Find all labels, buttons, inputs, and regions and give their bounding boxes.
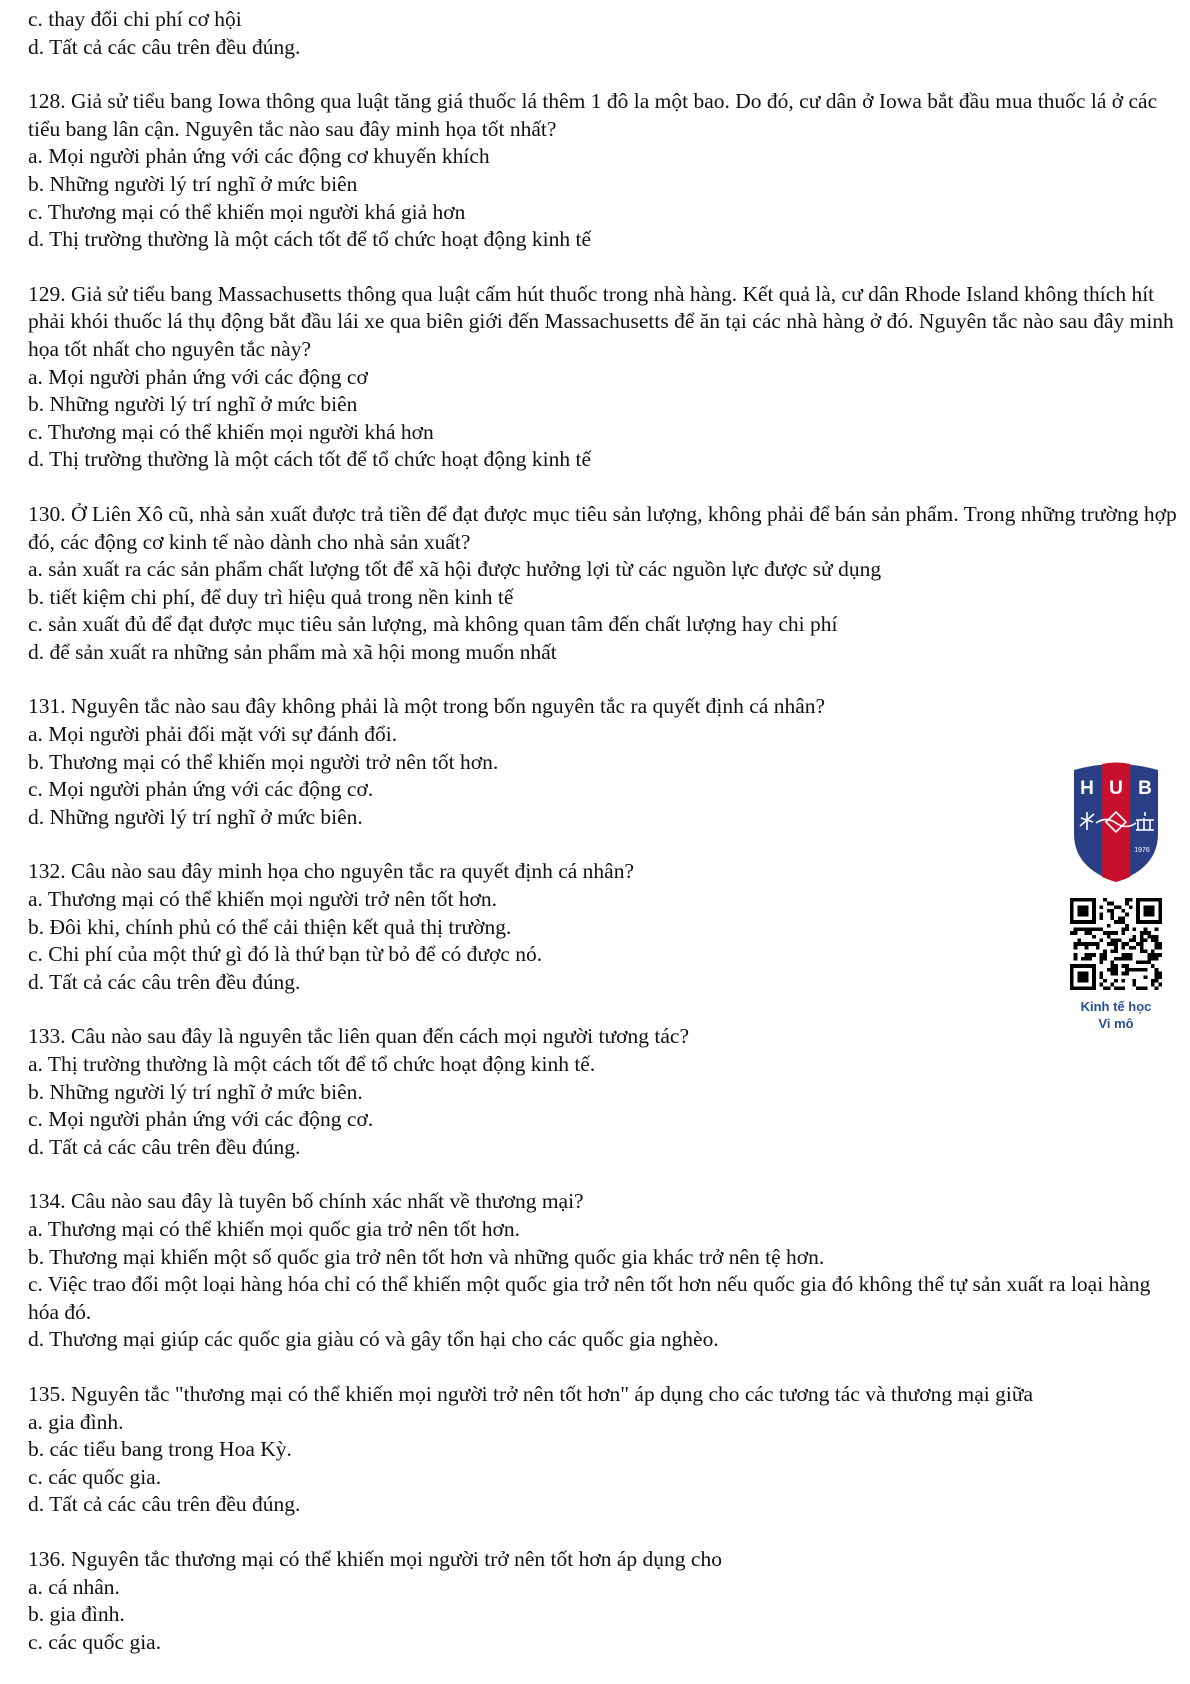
answer-option: c. sản xuất đủ để đạt được mục tiêu sản lượng, mà không quan tâm đến chất lượng hay chi phí [28,612,838,637]
question-block [28,501,1178,667]
answer-option: d. Những người lý trí nghĩ ở mức biên. [28,804,363,829]
answer-option: a. sản xuất ra các sản phẩm chất lượng tốt để xã hội được hưởng lợi từ các nguồn lực được sử dụng [28,557,882,582]
answer-option: c. Thương mại có thể khiến mọi người khá giả hơn [28,199,466,224]
answer-option: b. Đôi khi, chính phủ có thể cải thiện kết quả thị trường. [28,914,512,939]
answer-option: d. Thị trường thường là một cách tốt để tổ chức hoạt động kinh tế [28,227,592,252]
logo-year: 1976 [1134,847,1150,854]
answer-option: a. Thương mại có thể khiến mọi người trở nên tốt hơn. [28,887,498,912]
question-text: 135. Nguyên tắc "thương mại có thể khiến mọi người trở nên tốt hơn" áp dụng cho các tương tác và thương mại giữa [28,1381,1034,1406]
logo-letter-u: U [1109,778,1123,799]
answer-option: b. các tiểu bang trong Hoa Kỳ. [28,1437,292,1462]
answer-option: a. Thị trường thường là một cách tốt để tổ chức hoạt động kinh tế. [28,1052,596,1076]
answer-option: a. cá nhân. [28,1574,120,1599]
question-text: 132. Câu nào sau đây minh họa cho nguyên tắc ra quyết định cá nhân? [28,859,634,884]
answer-option: b. Những người lý trí nghĩ ở mức biên [28,392,358,417]
answer-option: c. các quốc gia. [28,1464,162,1489]
question-block [28,88,1178,254]
answer-option: a. Mọi người phản ứng với các động cơ [28,364,368,389]
logo-letter-b: B [1138,778,1152,799]
answer-option: d. Tất cả các câu trên đều đúng. [28,1492,301,1517]
answer-option: a. gia đình. [28,1409,124,1434]
question-block [28,281,1178,474]
question-block [28,693,1178,831]
question-text: 136. Nguyên tắc thương mại có thể khiến mọi người trở nên tốt hơn áp dụng cho [28,1546,722,1571]
logo-caption [1068,998,1164,1032]
question-text: 129. Giả sử tiểu bang Massachusetts thông qua luật cấm hút thuốc trong nhà hàng. Kết quả là, cư dân Rhode Island không thích hít phải khói thuốc lá thụ động bắt đầu lái xe qua biên giới đến Massachusetts để ăn tại các nhà hàng ở đó. Nguyên tắc nào sau đây minh họa tốt nhất cho nguyên tắc này? [28,281,1174,361]
question-text: 130. Ở Liên Xô cũ, nhà sản xuất được trả tiền để đạt được mục tiêu sản lượng, không phải để bán sản phẩm. Trong những trường hợp đó, các động cơ kinh tế nào dành cho nhà sản xuất? [28,501,1177,554]
answer-option: c. Chi phí của một thứ gì đó là thứ bạn từ bỏ để có được nó. [28,942,543,967]
question-text: 134. Câu nào sau đây là tuyên bố chính xác nhất về thương mại? [28,1189,584,1214]
hub-shield-icon [1068,760,1164,884]
answer-option: b. Thương mại khiến một số quốc gia trở nên tốt hơn và những quốc gia khác trở nên tệ hơn. [28,1244,825,1269]
answer-option: d. Tất cả các câu trên đều đúng. [28,969,301,994]
answer-option: a. Mọi người phản ứng với các động cơ khuyến khích [28,144,490,169]
answer-option: c. Việc trao đổi một loại hàng hóa chỉ có thể khiến một quốc gia trở nên tốt hơn nếu quốc gia đó không thể tự sản xuất ra loại hàng hóa đó. [28,1272,1151,1324]
question-text: 128. Giả sử tiểu bang Iowa thông qua luật tăng giá thuốc lá thêm 1 đô la một bao. Do đó, cư dân ở Iowa bắt đầu mua thuốc lá ở các tiểu bang lân cận. Nguyên tắc nào sau đây minh họa tốt nhất? [28,89,1158,141]
answer-option: d. Thương mại giúp các quốc gia giàu có và gây tổn hại cho các quốc gia nghèo. [28,1327,719,1352]
question-list [28,88,1178,1656]
document-page [28,6,1178,1656]
answer-option: b. Những người lý trí nghĩ ở mức biên [28,171,358,196]
answer-option: c. các quốc gia. [28,1629,162,1654]
caption-line-2: Vi mô [1098,1016,1134,1031]
caption-line-1: Kinh tế học [1080,999,1152,1014]
answer-option: b. Những người lý trí nghĩ ở mức biên. [28,1079,363,1104]
carryover-options [28,6,1178,61]
question-text: 133. Câu nào sau đây là nguyên tắc liên quan đến cách mọi người tương tác? [28,1024,689,1049]
question-block [28,1546,1178,1656]
question-block [28,1023,1178,1161]
answer-option: b. gia đình. [28,1602,125,1627]
question-block [28,1381,1178,1519]
answer-option: d. Thị trường thường là một cách tốt để tổ chức hoạt động kinh tế [28,447,592,472]
option-c: c. thay đổi chi phí cơ hội [28,7,242,31]
answer-option: a. Mọi người phải đối mặt với sự đánh đổi. [28,722,398,747]
answer-option: b. tiết kiệm chi phí, để duy trì hiệu quả trong nền kinh tế [28,584,514,609]
qr-code-icon [1070,898,1162,990]
hub-logo [1068,760,1164,1032]
answer-option: b. Thương mại có thể khiến mọi người trở nên tốt hơn. [28,749,499,774]
question-block [28,858,1178,996]
answer-option: a. Thương mại có thể khiến mọi quốc gia trở nên tốt hơn. [28,1216,520,1241]
option-d: d. Tất cả các câu trên đều đúng. [28,34,301,59]
answer-option: d. để sản xuất ra những sản phẩm mà xã hội mong muốn nhất [28,639,557,664]
answer-option: c. Mọi người phản ứng với các động cơ. [28,777,374,802]
answer-option: d. Tất cả các câu trên đều đúng. [28,1134,301,1159]
answer-option: c. Mọi người phản ứng với các động cơ. [28,1107,374,1132]
answer-option: c. Thương mại có thể khiến mọi người khá hơn [28,419,434,444]
logo-letter-h: H [1080,778,1094,799]
question-text: 131. Nguyên tắc nào sau đây không phải là một trong bốn nguyên tắc ra quyết định cá nhân? [28,694,826,719]
question-block [28,1188,1178,1354]
